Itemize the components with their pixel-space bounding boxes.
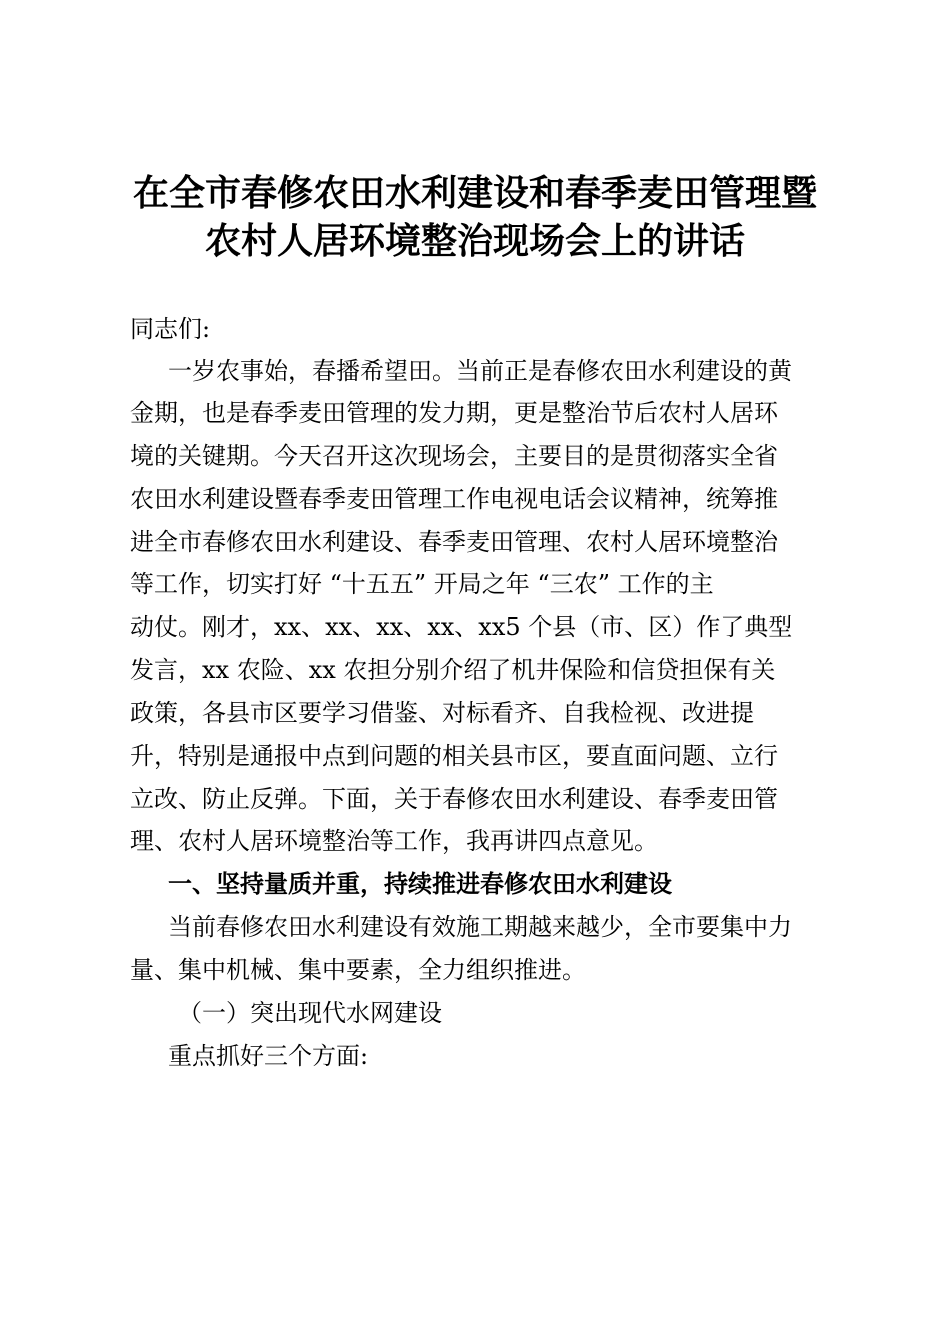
intro-line: 境的关键期。今天召开这次现场会，主要目的是贯彻落实全省 [130, 442, 778, 470]
intro-line: 金期，也是春季麦田管理的发力期，更是整治节后农村人居环 [130, 399, 778, 427]
intro-line: 一岁农事始，春播希望田。当前正是春修农田水利建设的黄 [168, 357, 792, 385]
intro-line: 动仗。刚才，xx、xx、xx、xx、xx5 个县（市、区）作了典型 [130, 613, 793, 641]
intro-line: 发言，xx 农险、xx 农担分别介绍了机井保险和信贷担保有关 [130, 656, 776, 684]
document-title-line-2: 农村人居环境整治现场会上的讲话 [204, 221, 745, 262]
document-title-line-1: 在全市春修农田水利建设和春季麦田管理暨 [132, 173, 817, 214]
section-one-heading: 一、坚持量质并重，持续推进春修农田水利建设 [168, 870, 672, 898]
subsection-one-heading: （一）突出现代水网建设 [178, 999, 442, 1027]
intro-line: 升，特别是通报中点到问题的相关县市区，要直面问题、立行 [130, 742, 778, 770]
salutation: 同志们: [130, 315, 211, 343]
intro-line: 政策，各县市区要学习借鉴、对标看齐、自我检视、改进提 [130, 699, 754, 727]
section-one-line: 量、集中机械、集中要素，全力组织推进。 [130, 956, 586, 984]
intro-line: 理、农村人居环境整治等工作，我再讲四点意见。 [130, 827, 658, 855]
intro-line: 进全市春修农田水利建设、春季麦田管理、农村人居环境整治 [130, 528, 778, 556]
subsection-one-text: 重点抓好三个方面: [168, 1042, 369, 1070]
intro-line: 立改、防止反弹。下面，关于春修农田水利建设、春季麦田管 [130, 785, 778, 813]
intro-line: 农田水利建设暨春季麦田管理工作电视电话会议精神，统筹推 [130, 485, 778, 513]
section-one-line: 当前春修农田水利建设有效施工期越来越少，全市要集中力 [168, 913, 792, 941]
intro-line: 等工作，切实打好 “十五五” 开局之年 “三农” 工作的主 [130, 570, 714, 598]
